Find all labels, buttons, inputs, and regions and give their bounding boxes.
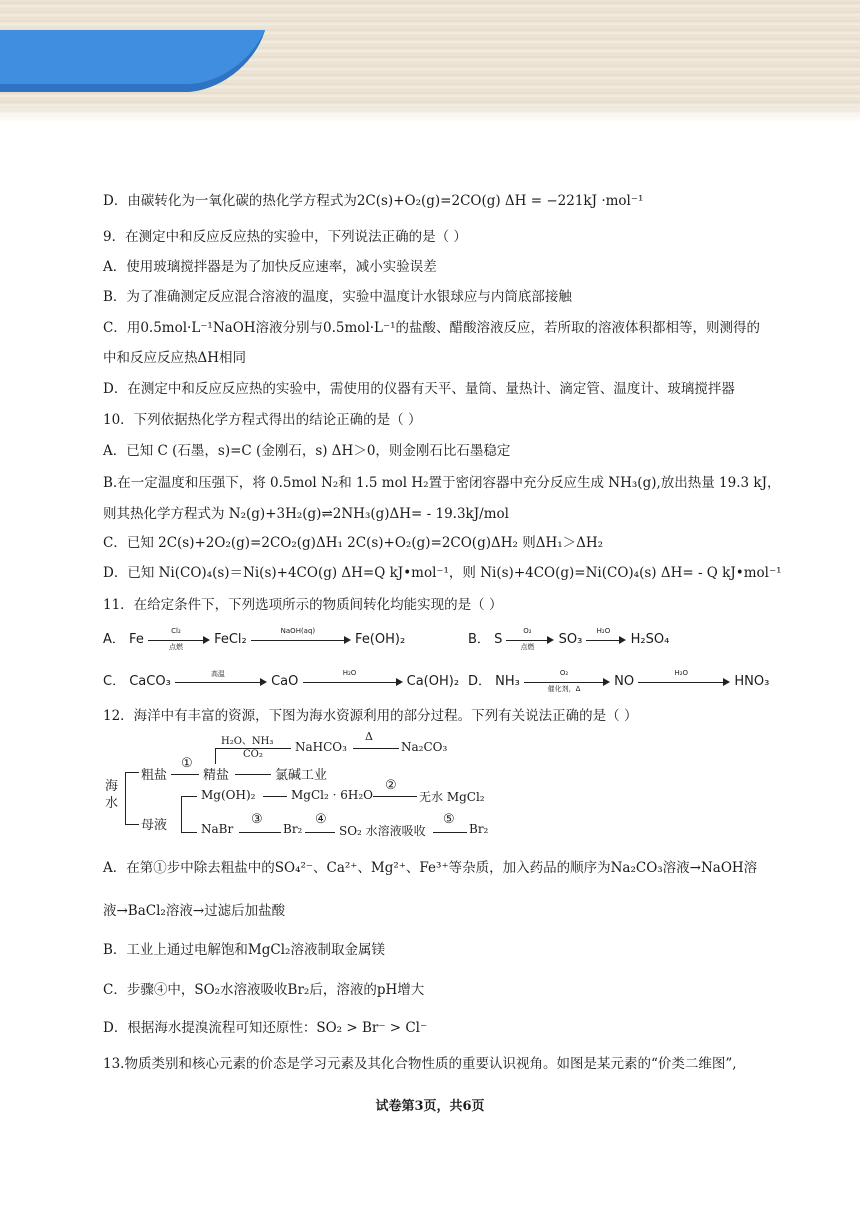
crude-salt: 粗盐	[141, 768, 168, 783]
species: CaO	[271, 674, 299, 689]
mother-liquor: 母液	[141, 818, 168, 833]
reaction-arrow	[586, 626, 626, 650]
mg-oh2: Mg(OH)₂	[201, 788, 256, 802]
arrow-line	[433, 832, 467, 833]
option-12c: C．步骤④中，SO₂水溶液吸收Br₂后，溶液的pH增大	[103, 982, 425, 998]
branch-line	[125, 772, 139, 773]
arrow-line	[239, 832, 281, 833]
arrow-line	[353, 748, 399, 749]
option-10b-line1: B.在一定温度和压强下，将 0.5mol N₂和 1.5 mol H₂置于密闭容器中充分反应生成 NH₃(g),放出热量 19.3 kJ，	[103, 475, 781, 491]
condition: 点燃	[168, 642, 183, 651]
question-9: 9．在测定中和反应反应热的实验中，下列说法正确的是（ ）	[103, 229, 467, 245]
species: H₂SO₄	[630, 632, 670, 647]
option-8d: D．由碳转化为一氧化碳的热化学方程式为2C(s)+O₂(g)=2CO(g) ΔH = −221kJ ·mol⁻¹	[103, 193, 644, 209]
option-label: B．	[468, 632, 490, 647]
reaction-arrow	[175, 669, 267, 692]
arrow-line	[305, 832, 335, 833]
step-4-marker: ④	[315, 812, 327, 827]
condition: H₂O	[342, 668, 357, 677]
option-12b: B．工业上通过电解饱和MgCl₂溶液制取金属镁	[103, 942, 385, 958]
step-2-marker: ②	[385, 778, 397, 793]
reaction-arrow	[148, 626, 210, 651]
nabr: NaBr	[201, 822, 234, 836]
species: CaCO₃	[129, 674, 171, 689]
option-9d: D．在测定中和反应反应热的实验中，需使用的仪器有天平、量筒、量热计、滴定管、温度计、玻璃搅拌器	[103, 381, 735, 397]
seawater-flow-diagram	[103, 730, 523, 842]
condition: O₂	[559, 668, 569, 677]
option-label: A．	[103, 632, 125, 647]
option-11a	[103, 628, 405, 650]
option-9b: B．为了准确测定反应混合溶液的温度，实验中温度计水银球应与内筒底部接触	[103, 289, 572, 305]
mgcl2-hydrate: MgCl₂ · 6H₂O	[291, 788, 373, 802]
option-12a-line2: 液→BaCl₂溶液→过滤后加盐酸	[103, 903, 286, 919]
option-12d: D．根据海水提溴流程可知还原性：SO₂ > Br⁻ > Cl⁻	[103, 1020, 428, 1036]
option-10a: A．已知 C (石墨，s)=C (金刚石，s) ΔH＞0，则金刚石比石墨稳定	[103, 443, 511, 459]
condition: 点燃	[520, 642, 535, 651]
species: Fe(OH)₂	[355, 632, 406, 647]
fine-salt: 精盐	[203, 768, 230, 783]
branch-line	[125, 824, 139, 825]
species: NH₃	[495, 674, 520, 689]
reaction-arrow	[524, 668, 610, 693]
branch-line	[215, 748, 216, 764]
reaction-arrow	[506, 626, 554, 651]
option-label: C．	[103, 674, 126, 689]
condition: H₂O	[596, 626, 611, 635]
option-11b	[468, 628, 669, 650]
na2co3: Na₂CO₃	[401, 740, 448, 754]
branch-line	[181, 796, 182, 832]
condition: 催化剂，Δ	[547, 684, 581, 693]
question-11: 11．在给定条件下，下列选项所示的物质间转化均能实现的是（ ）	[103, 597, 503, 613]
question-12: 12．海洋中有丰富的资源，下图为海水资源利用的部分过程。下列有关说法正确的是（ ）	[103, 708, 638, 724]
option-10d: D．已知 Ni(CO)₄(s)＝Ni(s)+4CO(g) ΔH=Q kJ•mol⁻¹，则 Ni(s)+4CO(g)=Ni(CO)₄(s) ΔH= - Q kJ•mol⁻¹	[103, 565, 782, 581]
header-photo	[0, 0, 860, 122]
so2-absorption: SO₂ 水溶液吸收	[339, 824, 426, 838]
option-9c-line1: C．用0.5mol·L⁻¹NaOH溶液分别与0.5mol·L⁻¹的盐酸、醋酸溶液反应，若所取的溶液体积都相等，则测得的	[103, 320, 761, 336]
chlor-alkali: 氯碱工业	[275, 768, 328, 783]
reaction-arrow	[251, 626, 351, 650]
species: Fe	[129, 632, 144, 647]
option-12a-line1: A．在第①步中除去粗盐中的SO₄²⁻、Ca²⁺、Mg²⁺、Fe³⁺等杂质，加入药品的顺序为Na₂CO₃溶液→NaOH溶	[103, 860, 758, 876]
arrow-line	[181, 832, 197, 833]
species: SO₃	[558, 632, 583, 647]
species: NO	[614, 674, 635, 689]
arrow-line	[171, 774, 199, 775]
condition: Cl₂	[171, 626, 181, 635]
question-10: 10．下列依据热化学方程式得出的结论正确的是（ ）	[103, 412, 422, 428]
step-3-marker: ③	[251, 812, 263, 827]
reaction-arrow	[638, 668, 730, 692]
br2-product: Br₂	[469, 822, 489, 836]
condition: NaOH(aq)	[280, 626, 316, 635]
condition: 高温	[210, 669, 225, 678]
arrow-line	[373, 796, 417, 797]
step-5-marker: ⑤	[443, 812, 455, 827]
arrow-line	[235, 774, 271, 775]
species: Ca(OH)₂	[406, 674, 460, 689]
condition: H₂O	[674, 668, 689, 677]
page-footer: 试卷第3页，共6页	[375, 1099, 485, 1114]
arrow-line	[263, 796, 287, 797]
nahco3: NaHCO₃	[295, 740, 347, 754]
option-label: D．	[468, 674, 492, 689]
option-10b-line2: 则其热化学方程式为 N₂(g)+3H₂(g)⇌2NH₃(g)ΔH= - 19.3kJ/mol	[103, 506, 509, 522]
option-9c-line2: 中和反应反应热ΔH相同	[103, 350, 247, 366]
option-10c: C．已知 2C(s)+2O₂(g)=2CO₂(g)ΔH₁ 2C(s)+O₂(g)=2CO(g)ΔH₂ 则ΔH₁＞ΔH₂	[103, 535, 604, 551]
br2-intermediate: Br₂	[283, 822, 303, 836]
anhydrous-mgcl2: 无水 MgCl₂	[419, 790, 485, 804]
blue-object	[0, 30, 265, 92]
heat-label: Δ	[365, 730, 373, 743]
question-13: 13.物质类别和核心元素的价态是学习元素及其化合物性质的重要认识视角。如图是某元素的“价类二维图”,	[103, 1056, 737, 1072]
step-1-marker: ①	[181, 756, 193, 771]
arrow-line	[181, 796, 197, 797]
branch-line	[125, 772, 126, 824]
species: HNO₃	[734, 674, 770, 689]
option-11c	[103, 670, 459, 692]
reagents-label: H₂O、NH₃	[221, 736, 274, 747]
condition: O₂	[523, 626, 532, 635]
species: FeCl₂	[214, 632, 247, 647]
seawater-label: 海水	[105, 779, 119, 811]
species: S	[494, 632, 503, 647]
option-11d	[468, 670, 769, 692]
option-9a: A．使用玻璃搅拌器是为了加快反应速率，减小实验误差	[103, 259, 437, 275]
reaction-arrow	[303, 668, 403, 692]
co2-label: CO₂	[243, 749, 263, 760]
